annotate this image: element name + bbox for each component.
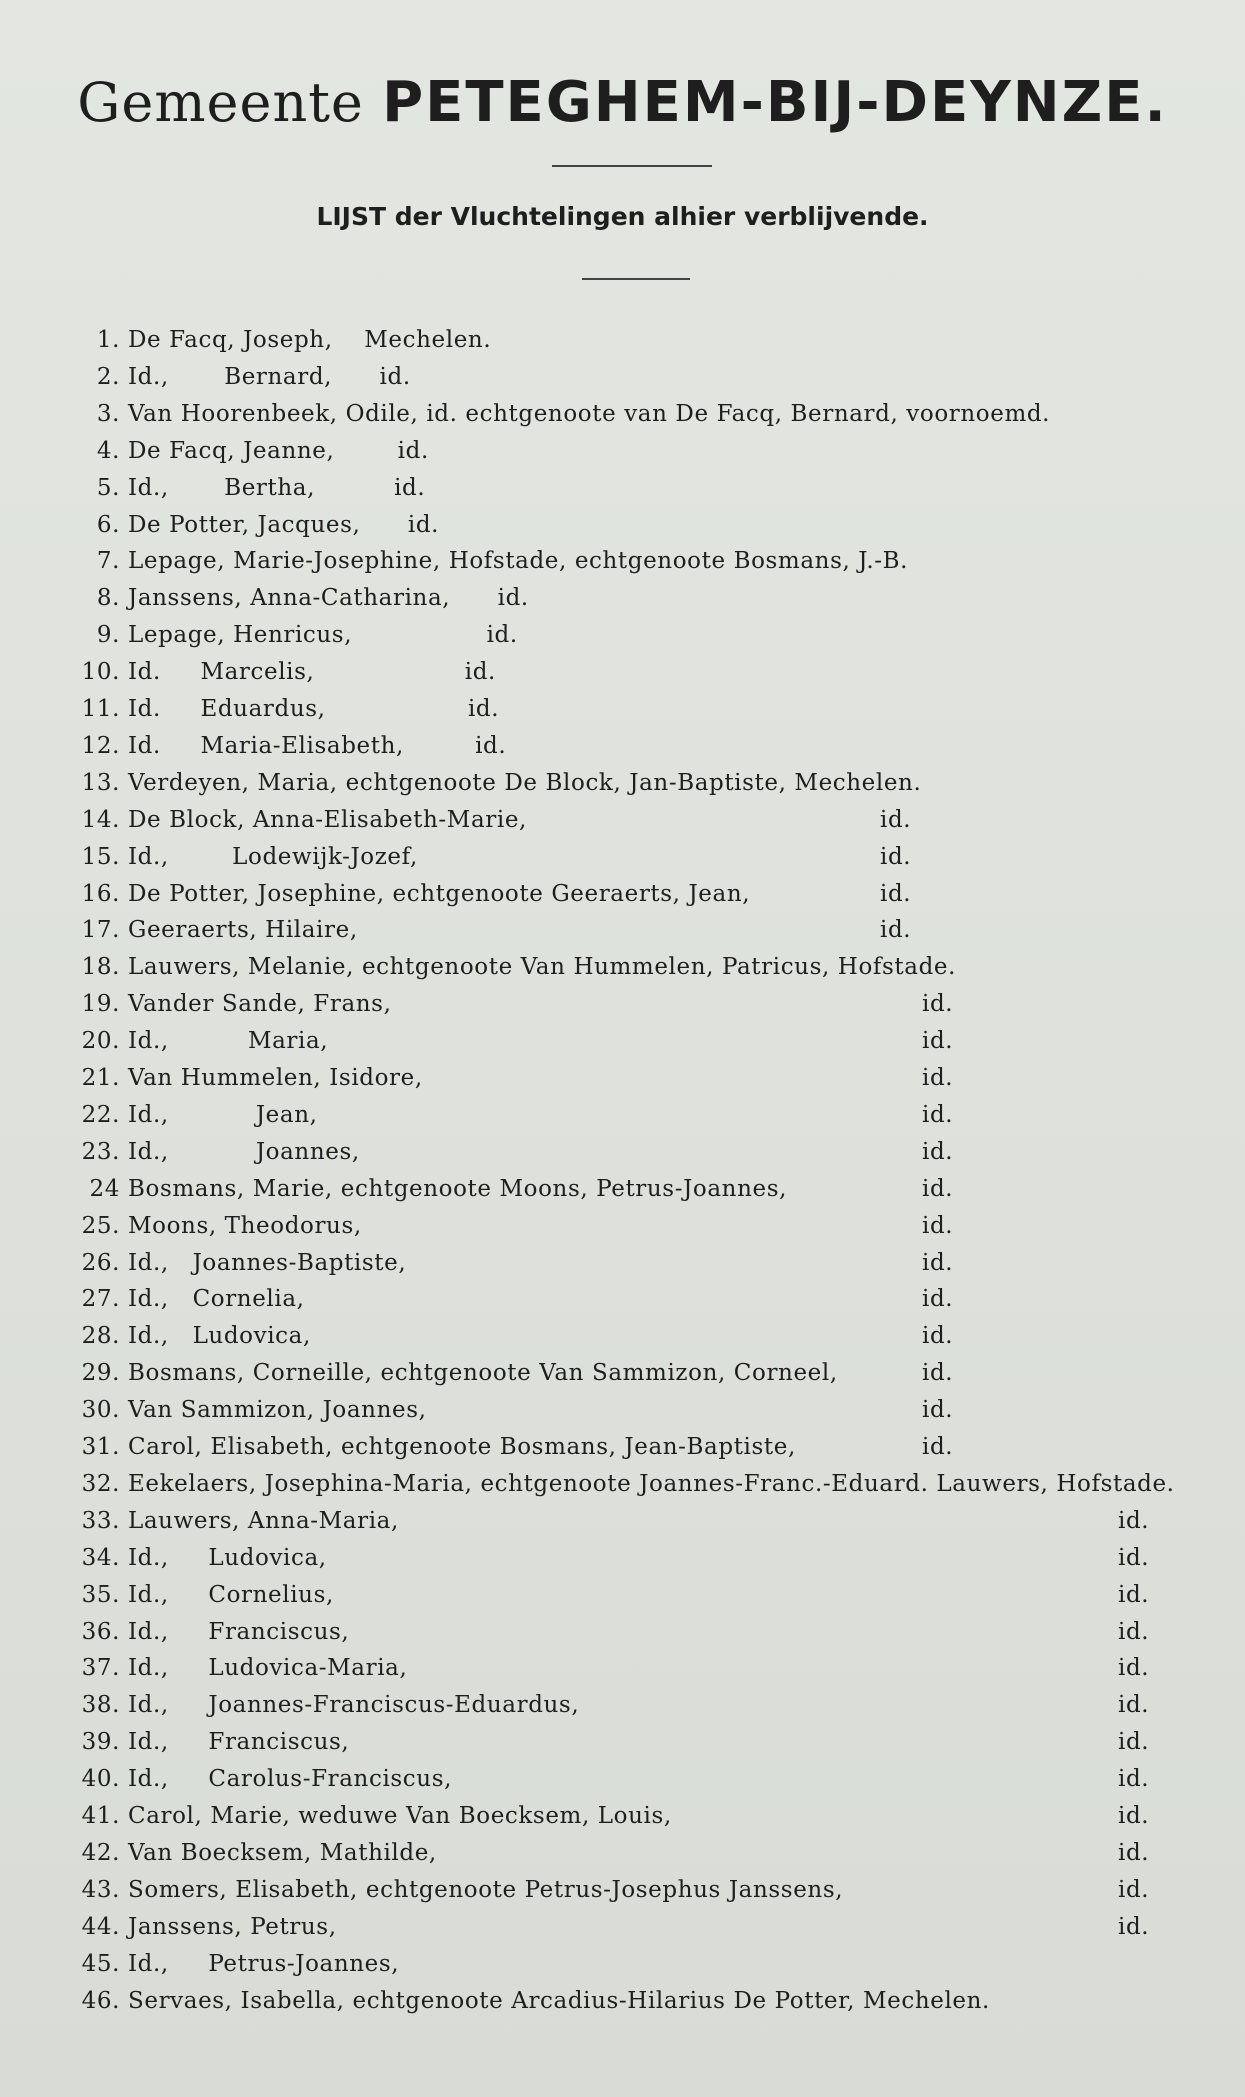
list-item bbox=[0, 1983, 1245, 2019]
entry-text: Id., Jean, bbox=[128, 1101, 318, 1128]
list-item bbox=[0, 1060, 1245, 1096]
entry-ditto: id. bbox=[880, 806, 912, 833]
entry-ditto: id. bbox=[880, 917, 912, 944]
entry-text: Moons, Theodorus, bbox=[128, 1212, 362, 1239]
list-item bbox=[0, 802, 1245, 838]
entry-text: Id., Maria, bbox=[128, 1028, 329, 1055]
entry-ditto: id. bbox=[1118, 1766, 1150, 1793]
list-item bbox=[0, 1318, 1245, 1354]
subtitle-divider bbox=[582, 278, 690, 280]
entry-number: 44. bbox=[81, 1913, 120, 1940]
entry-ditto: id. bbox=[922, 1028, 954, 1055]
list-item bbox=[0, 1355, 1245, 1391]
list-item bbox=[0, 580, 1245, 616]
entry-number: 31. bbox=[81, 1434, 120, 1460]
list-item bbox=[0, 1245, 1245, 1281]
entry-ditto: id. bbox=[1118, 1507, 1150, 1534]
entry-ditto: id. bbox=[1118, 1729, 1150, 1756]
entry-number: 36. bbox=[81, 1618, 120, 1645]
list-item bbox=[0, 617, 1245, 653]
entry-number: 43. bbox=[81, 1876, 120, 1903]
entry-number: 29. bbox=[81, 1360, 120, 1387]
list-item bbox=[0, 1614, 1245, 1650]
page-title bbox=[0, 70, 1245, 135]
entry-ditto: id. bbox=[922, 1175, 954, 1202]
entry-text: Somers, Elisabeth, echtgenoote Petrus-Josephus Janssens, bbox=[128, 1876, 844, 1903]
entry-text: Id. Marcelis, id. bbox=[128, 659, 496, 686]
entry-number: 23. bbox=[81, 1138, 120, 1165]
entry-text: Lauwers, Melanie, echtgenoote Van Hummelen, Patricus, Hofstade. bbox=[128, 954, 957, 981]
list-item bbox=[0, 470, 1245, 506]
entry-number: 26. bbox=[81, 1249, 120, 1276]
entry-ditto: id. bbox=[880, 843, 912, 870]
entry-ditto: id. bbox=[922, 1249, 954, 1276]
entry-text: Lauwers, Anna-Maria, bbox=[128, 1507, 399, 1534]
entry-text: Servaes, Isabella, echtgenoote Arcadius-Hilarius De Potter, Mechelen. bbox=[128, 1987, 990, 2014]
entry-number: 19. bbox=[81, 991, 120, 1018]
entry-number: 46. bbox=[81, 1987, 120, 2014]
entry-text: De Potter, Jacques, id. bbox=[128, 511, 440, 538]
entry-ditto: id. bbox=[880, 880, 912, 907]
list-item bbox=[0, 1724, 1245, 1760]
entry-ditto: id. bbox=[922, 1138, 954, 1165]
list-item bbox=[0, 654, 1245, 690]
entry-number: 27. bbox=[81, 1286, 120, 1313]
list-item bbox=[0, 543, 1245, 579]
entry-text: Id. Eduardus, id. bbox=[128, 696, 500, 722]
entry-text: Lepage, Marie-Josephine, Hofstade, echtgenoote Bosmans, J.-B. bbox=[128, 548, 909, 575]
entry-number: 38. bbox=[81, 1692, 120, 1719]
entry-text: Id., Lodewijk-Jozef, bbox=[128, 843, 418, 870]
list-subtitle: LIJST der Vluchtelingen alhier verblijvende. bbox=[316, 202, 929, 231]
entry-text: Janssens, Anna-Catharina, id. bbox=[128, 585, 529, 612]
list-item bbox=[0, 1577, 1245, 1613]
entry-text: Id., Carolus-Franciscus, bbox=[128, 1766, 453, 1793]
list-item bbox=[0, 1503, 1245, 1539]
entry-ditto: id. bbox=[1118, 1655, 1150, 1682]
list-item bbox=[0, 1171, 1245, 1207]
entry-number: 45. bbox=[81, 1950, 120, 1977]
list-item bbox=[0, 691, 1245, 727]
list-item bbox=[0, 765, 1245, 801]
entry-ditto: id. bbox=[922, 1360, 954, 1387]
entry-number: 7. bbox=[96, 548, 120, 575]
entry-text: Id. Maria-Elisabeth, id. bbox=[128, 732, 507, 759]
list-item bbox=[0, 1761, 1245, 1797]
list-item bbox=[0, 1946, 1245, 1982]
entry-ditto: id. bbox=[1118, 1581, 1150, 1608]
entry-number: 6. bbox=[96, 511, 120, 538]
entry-text: Id., Cornelia, bbox=[128, 1286, 305, 1313]
entry-text: Bosmans, Marie, echtgenoote Moons, Petrus-Joannes, bbox=[128, 1175, 788, 1202]
entry-number: 40. bbox=[81, 1766, 120, 1793]
entry-ditto: id. bbox=[922, 1286, 954, 1313]
list-item bbox=[0, 322, 1245, 358]
entry-ditto: id. bbox=[922, 991, 954, 1018]
entry-number: 30. bbox=[81, 1397, 120, 1424]
entry-number: 14. bbox=[81, 806, 120, 833]
entry-number: 39. bbox=[81, 1729, 120, 1756]
entry-ditto: id. bbox=[1118, 1876, 1150, 1903]
list-item bbox=[0, 396, 1245, 432]
entry-number: 10. bbox=[81, 659, 120, 686]
entry-text: De Facq, Jeanne, id. bbox=[128, 437, 429, 464]
list-item bbox=[0, 1909, 1245, 1945]
list-item bbox=[0, 359, 1245, 395]
title-main: PETEGHEM-BIJ-DEYNZE. bbox=[382, 70, 1168, 135]
entry-text: Van Hummelen, Isidore, bbox=[128, 1065, 423, 1091]
list-item bbox=[0, 912, 1245, 948]
list-item bbox=[0, 1208, 1245, 1244]
entry-text: Id., Ludovica, bbox=[128, 1323, 311, 1350]
entry-ditto: id. bbox=[1118, 1803, 1150, 1829]
entry-text: Van Sammizon, Joannes, bbox=[128, 1397, 427, 1424]
list-item bbox=[0, 1466, 1245, 1502]
list-item bbox=[0, 1429, 1245, 1465]
entry-text: Janssens, Petrus, bbox=[128, 1913, 337, 1940]
entry-ditto: id. bbox=[922, 1434, 954, 1460]
list-item bbox=[0, 1872, 1245, 1908]
list-item bbox=[0, 1540, 1245, 1576]
entry-text: Id., Bertha, id. bbox=[128, 474, 426, 501]
entry-number: 34. bbox=[81, 1544, 120, 1571]
entry-text: Verdeyen, Maria, echtgenoote De Block, Jan-Baptiste, Mechelen. bbox=[128, 769, 922, 796]
entry-ditto: id. bbox=[1118, 1692, 1150, 1719]
entry-text: Id., Cornelius, bbox=[128, 1581, 334, 1608]
entry-number: 24 bbox=[89, 1175, 120, 1202]
list-item bbox=[0, 728, 1245, 764]
entry-text: Id., Franciscus, bbox=[128, 1729, 350, 1756]
entry-number: 15. bbox=[81, 843, 120, 870]
entry-text: Id., Joannes-Baptiste, bbox=[128, 1249, 407, 1276]
entry-text: Id., Ludovica-Maria, bbox=[128, 1655, 408, 1682]
entry-text: De Potter, Josephine, echtgenoote Geeraerts, Jean, bbox=[128, 880, 751, 907]
list-item bbox=[0, 1023, 1245, 1059]
entry-number: 13. bbox=[81, 769, 120, 796]
entry-ditto: id. bbox=[1118, 1913, 1150, 1940]
list-item bbox=[0, 1650, 1245, 1686]
entry-number: 1. bbox=[96, 327, 120, 353]
list-item bbox=[0, 949, 1245, 985]
entry-text: Id., Ludovica, bbox=[128, 1544, 327, 1571]
entry-text: Carol, Marie, weduwe Van Boecksem, Louis, bbox=[128, 1803, 672, 1829]
entry-ditto: id. bbox=[922, 1323, 954, 1350]
list-item bbox=[0, 1798, 1245, 1834]
list-item bbox=[0, 1392, 1245, 1428]
entry-number: 42. bbox=[81, 1839, 120, 1866]
entry-ditto: id. bbox=[922, 1212, 954, 1239]
entry-text: Id., Joannes-Franciscus-Eduardus, bbox=[128, 1692, 580, 1719]
entry-ditto: id. bbox=[1118, 1618, 1150, 1645]
entry-number: 22. bbox=[81, 1101, 120, 1128]
entry-text: Lepage, Henricus, id. bbox=[128, 622, 518, 649]
entry-number: 3. bbox=[96, 400, 120, 427]
entry-number: 17. bbox=[81, 917, 120, 944]
entry-text: Id., Bernard, id. bbox=[128, 363, 411, 390]
entry-number: 11. bbox=[81, 696, 120, 722]
entry-number: 9. bbox=[96, 622, 120, 649]
list-item bbox=[0, 1097, 1245, 1133]
entry-ditto: id. bbox=[1118, 1544, 1150, 1571]
entry-number: 12. bbox=[81, 732, 120, 759]
entry-number: 18. bbox=[81, 954, 120, 981]
list-item bbox=[0, 1281, 1245, 1317]
entry-number: 41. bbox=[81, 1803, 120, 1829]
entry-number: 8. bbox=[96, 585, 120, 612]
entry-number: 21. bbox=[81, 1065, 120, 1091]
entry-number: 28. bbox=[81, 1323, 120, 1350]
entry-ditto: id. bbox=[1118, 1839, 1150, 1866]
entry-text: Van Hoorenbeek, Odile, id. echtgenoote van De Facq, Bernard, voornoemd. bbox=[128, 400, 1051, 427]
entry-text: Eekelaers, Josephina-Maria, echtgenoote Joannes-Franc.-Eduard. Lauwers, Hofstade. bbox=[128, 1470, 1175, 1497]
list-item bbox=[0, 839, 1245, 875]
list-item bbox=[0, 986, 1245, 1022]
entry-number: 16. bbox=[81, 880, 120, 907]
entry-text: Van Boecksem, Mathilde, bbox=[128, 1839, 437, 1866]
title-divider bbox=[552, 165, 712, 167]
entry-text: Id., Petrus-Joannes, bbox=[128, 1950, 400, 1977]
title-prefix: Gemeente bbox=[77, 71, 364, 134]
entry-number: 2. bbox=[96, 363, 120, 390]
entry-number: 35. bbox=[81, 1581, 120, 1608]
entry-ditto: id. bbox=[922, 1397, 954, 1424]
entry-text: Id., Joannes, bbox=[128, 1138, 360, 1165]
entry-text: Vander Sande, Frans, bbox=[128, 991, 392, 1018]
entry-text: De Block, Anna-Elisabeth-Marie, bbox=[128, 806, 527, 833]
list-item bbox=[0, 1134, 1245, 1170]
entry-number: 5. bbox=[96, 474, 120, 501]
entry-number: 4. bbox=[96, 437, 120, 464]
entry-number: 25. bbox=[81, 1212, 120, 1239]
entry-number: 32. bbox=[81, 1470, 120, 1497]
entry-text: Id., Franciscus, bbox=[128, 1618, 350, 1645]
list-item bbox=[0, 433, 1245, 469]
entry-number: 20. bbox=[81, 1028, 120, 1055]
entry-text: Bosmans, Corneille, echtgenoote Van Sammizon, Corneel, bbox=[128, 1360, 838, 1387]
list-item bbox=[0, 876, 1245, 912]
entry-text: Carol, Elisabeth, echtgenoote Bosmans, Jean-Baptiste, bbox=[128, 1434, 796, 1460]
entry-number: 33. bbox=[81, 1507, 120, 1534]
entry-number: 37. bbox=[81, 1655, 120, 1682]
list-item bbox=[0, 1835, 1245, 1871]
entry-ditto: id. bbox=[922, 1101, 954, 1128]
entry-ditto: id. bbox=[922, 1065, 954, 1091]
entry-text: Geeraerts, Hilaire, bbox=[128, 917, 358, 944]
entry-text: De Facq, Joseph, Mechelen. bbox=[128, 327, 492, 353]
list-item bbox=[0, 1687, 1245, 1723]
list-item bbox=[0, 507, 1245, 543]
